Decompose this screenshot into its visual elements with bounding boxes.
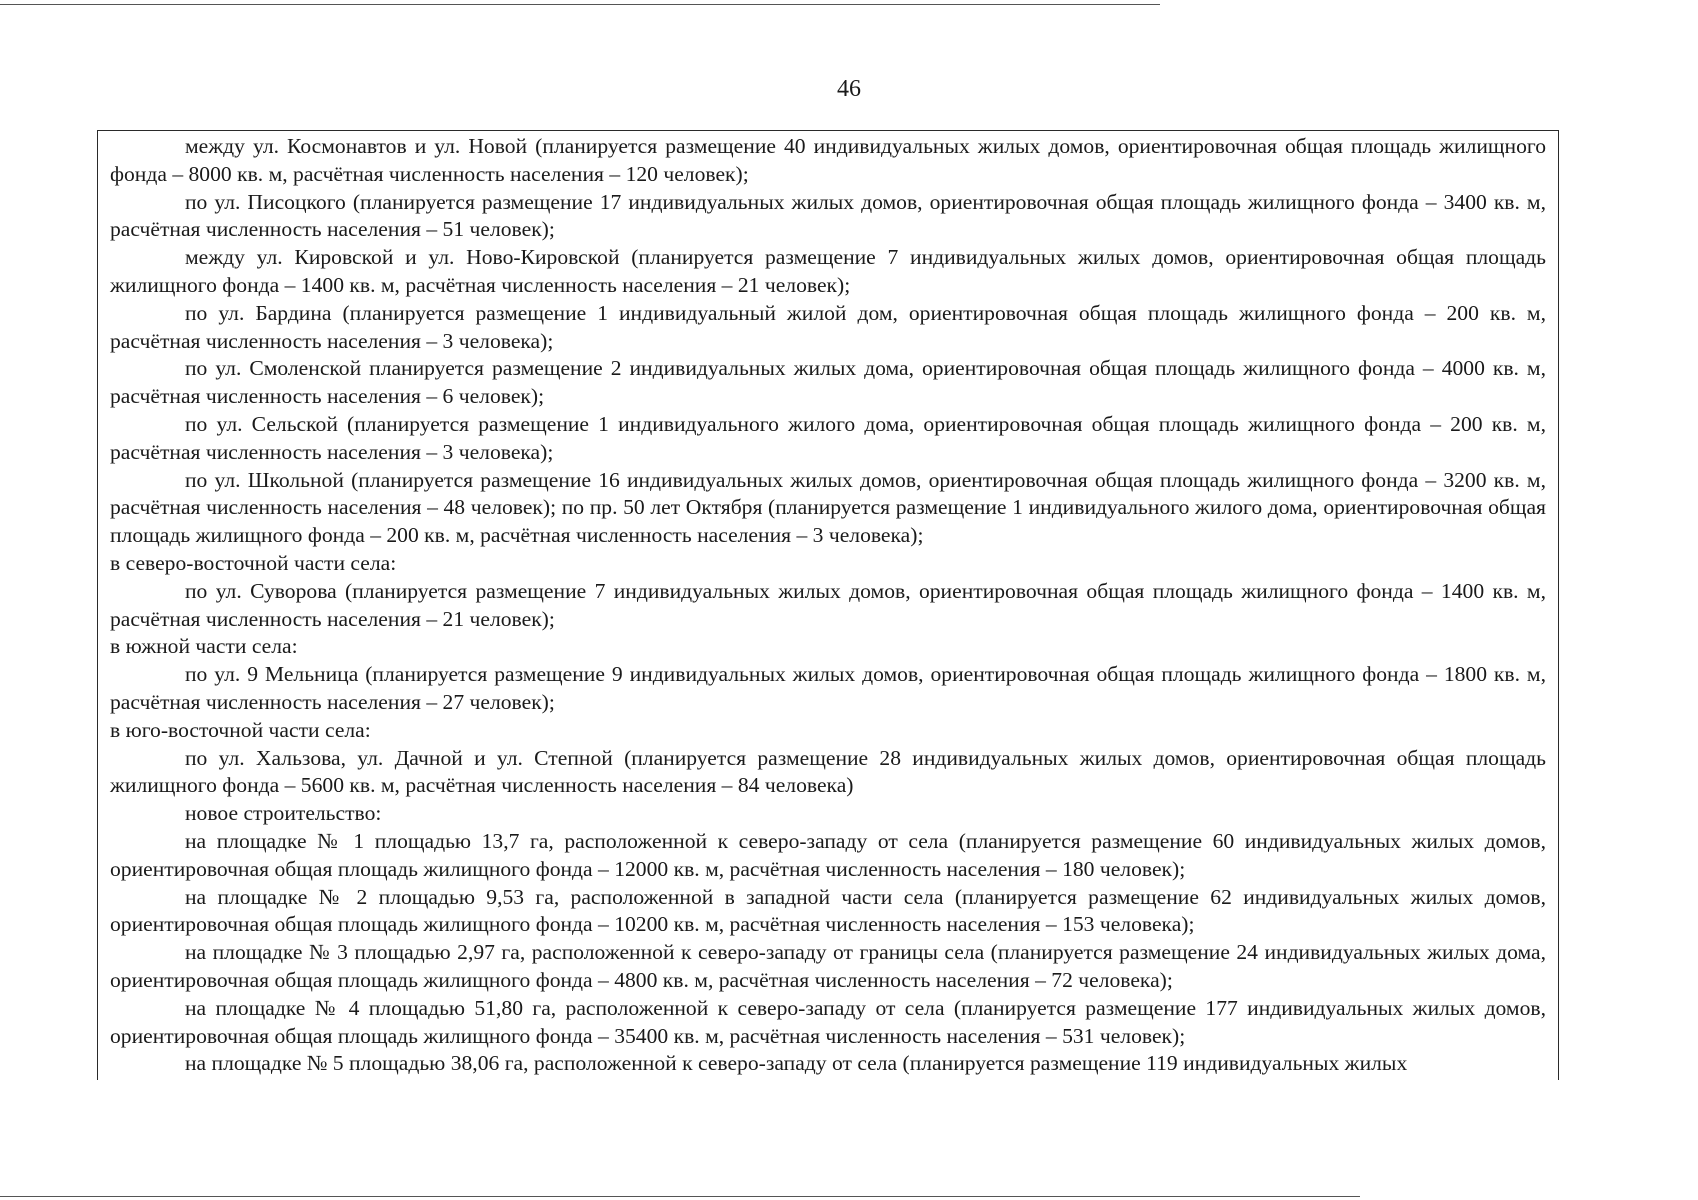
paragraph: на площадке № 2 площадью 9,53 га, расположенной в западной части села (планируется размещение 62 индивидуальных жилых домов, ориентировочная общая площадь жилищного фонда – 10200 кв. м, расчётная численность населения – 153 человека);	[110, 884, 1546, 937]
paragraph: между ул. Кировской и ул. Ново-Кировской (планируется размещение 7 индивидуальных жилых домов, ориентировочная общая площадь жилищного фонда – 1400 кв. м, расчётная численность населения – 21 человек);	[110, 245, 1546, 297]
paragraph: на площадке № 1 площадью 13,7 га, расположенной к северо-западу от села (планируется размещение 60 индивидуальных жилых домов, ориентировочная общая площадь жилищного фонда – 12000 кв. м, расчётная численность населения – 180 человек);	[110, 828, 1546, 881]
paragraph: по ул. Школьной (планируется размещение 16 индивидуальных жилых домов, ориентировочная общая площадь жилищного фонда – 3200 кв. м, расчётная численность населения – 48 человек); по пр. 50 лет Октября (планируется размещение 1 индивидуального жилого дома, ориентировочная общая площадь жилищного фонда – 200 кв. м, расчётная численность населения – 3 человека);	[110, 467, 1546, 548]
paragraph: на площадке № 4 площадью 51,80 га, расположенной к северо-западу от села (планируется размещение 177 индивидуальных жилых домов, ориентировочная общая площадь жилищного фонда – 35400 кв. м, расчётная численность населения – 531 человек);	[110, 995, 1546, 1048]
paragraph: по ул. Смоленской планируется размещение 2 индивидуальных жилых дома, ориентировочная общая площадь жилищного фонда – 4000 кв. м, расчётная численность населения – 6 человек);	[110, 356, 1546, 409]
paragraph: по ул. Сельской (планируется размещение 1 индивидуального жилого дома, ориентировочная общая площадь жилищного фонда – 200 кв. м, расчётная численность населения – 3 человека);	[110, 411, 1546, 464]
scan-bottom-rule	[0, 1196, 1360, 1197]
paragraph: на площадке № 3 площадью 2,97 га, расположенной к северо-западу от границы села (планируется размещение 24 индивидуальных жилых дома, ориентировочная общая площадь жилищного фонда – 4800 кв. м, расчётная численность населения – 72 человека);	[110, 940, 1546, 992]
scan-top-rule	[0, 4, 1160, 5]
text-frame	[97, 130, 1559, 1080]
paragraph: по ул. Суворова (планируется размещение 7 индивидуальных жилых домов, ориентировочная общая площадь жилищного фонда – 1400 кв. м, расчётная численность населения – 21 человек);	[110, 578, 1546, 631]
section-heading: в юго-восточной части села:	[110, 717, 371, 742]
paragraph: по ул. Бардина (планируется размещение 1 индивидуальный жилой дом, ориентировочная общая площадь жилищного фонда – 200 кв. м, расчётная численность населения – 3 человека);	[110, 300, 1546, 353]
section-heading: новое строительство:	[185, 801, 382, 826]
page-number: 46	[837, 76, 861, 102]
paragraph: по ул. Писоцкого (планируется размещение 17 индивидуальных жилых домов, ориентировочная общая площадь жилищного фонда – 3400 кв. м, расчётная численность населения – 51 человек);	[110, 189, 1546, 242]
paragraph: по ул. 9 Мельница (планируется размещение 9 индивидуальных жилых домов, ориентировочная общая площадь жилищного фонда – 1800 кв. м, расчётная численность населения – 27 человек);	[110, 662, 1546, 714]
paragraph: по ул. Хальзова, ул. Дачной и ул. Степной (планируется размещение 28 индивидуальных жилых домов, ориентировочная общая площадь жилищного фонда – 5600 кв. м, расчётная численность населения – 84 человека)	[110, 745, 1546, 798]
paragraph: между ул. Космонавтов и ул. Новой (планируется размещение 40 индивидуальных жилых домов, ориентировочная общая площадь жилищного фонда – 8000 кв. м, расчётная численность населения – 120 человек);	[110, 134, 1546, 186]
paragraph: на площадке № 5 площадью 38,06 га, расположенной к северо-западу от села (планируется размещение 119 индивидуальных жилых	[185, 1051, 1408, 1076]
section-heading: в южной части села:	[110, 634, 298, 659]
section-heading: в северо-восточной части села:	[110, 550, 397, 575]
